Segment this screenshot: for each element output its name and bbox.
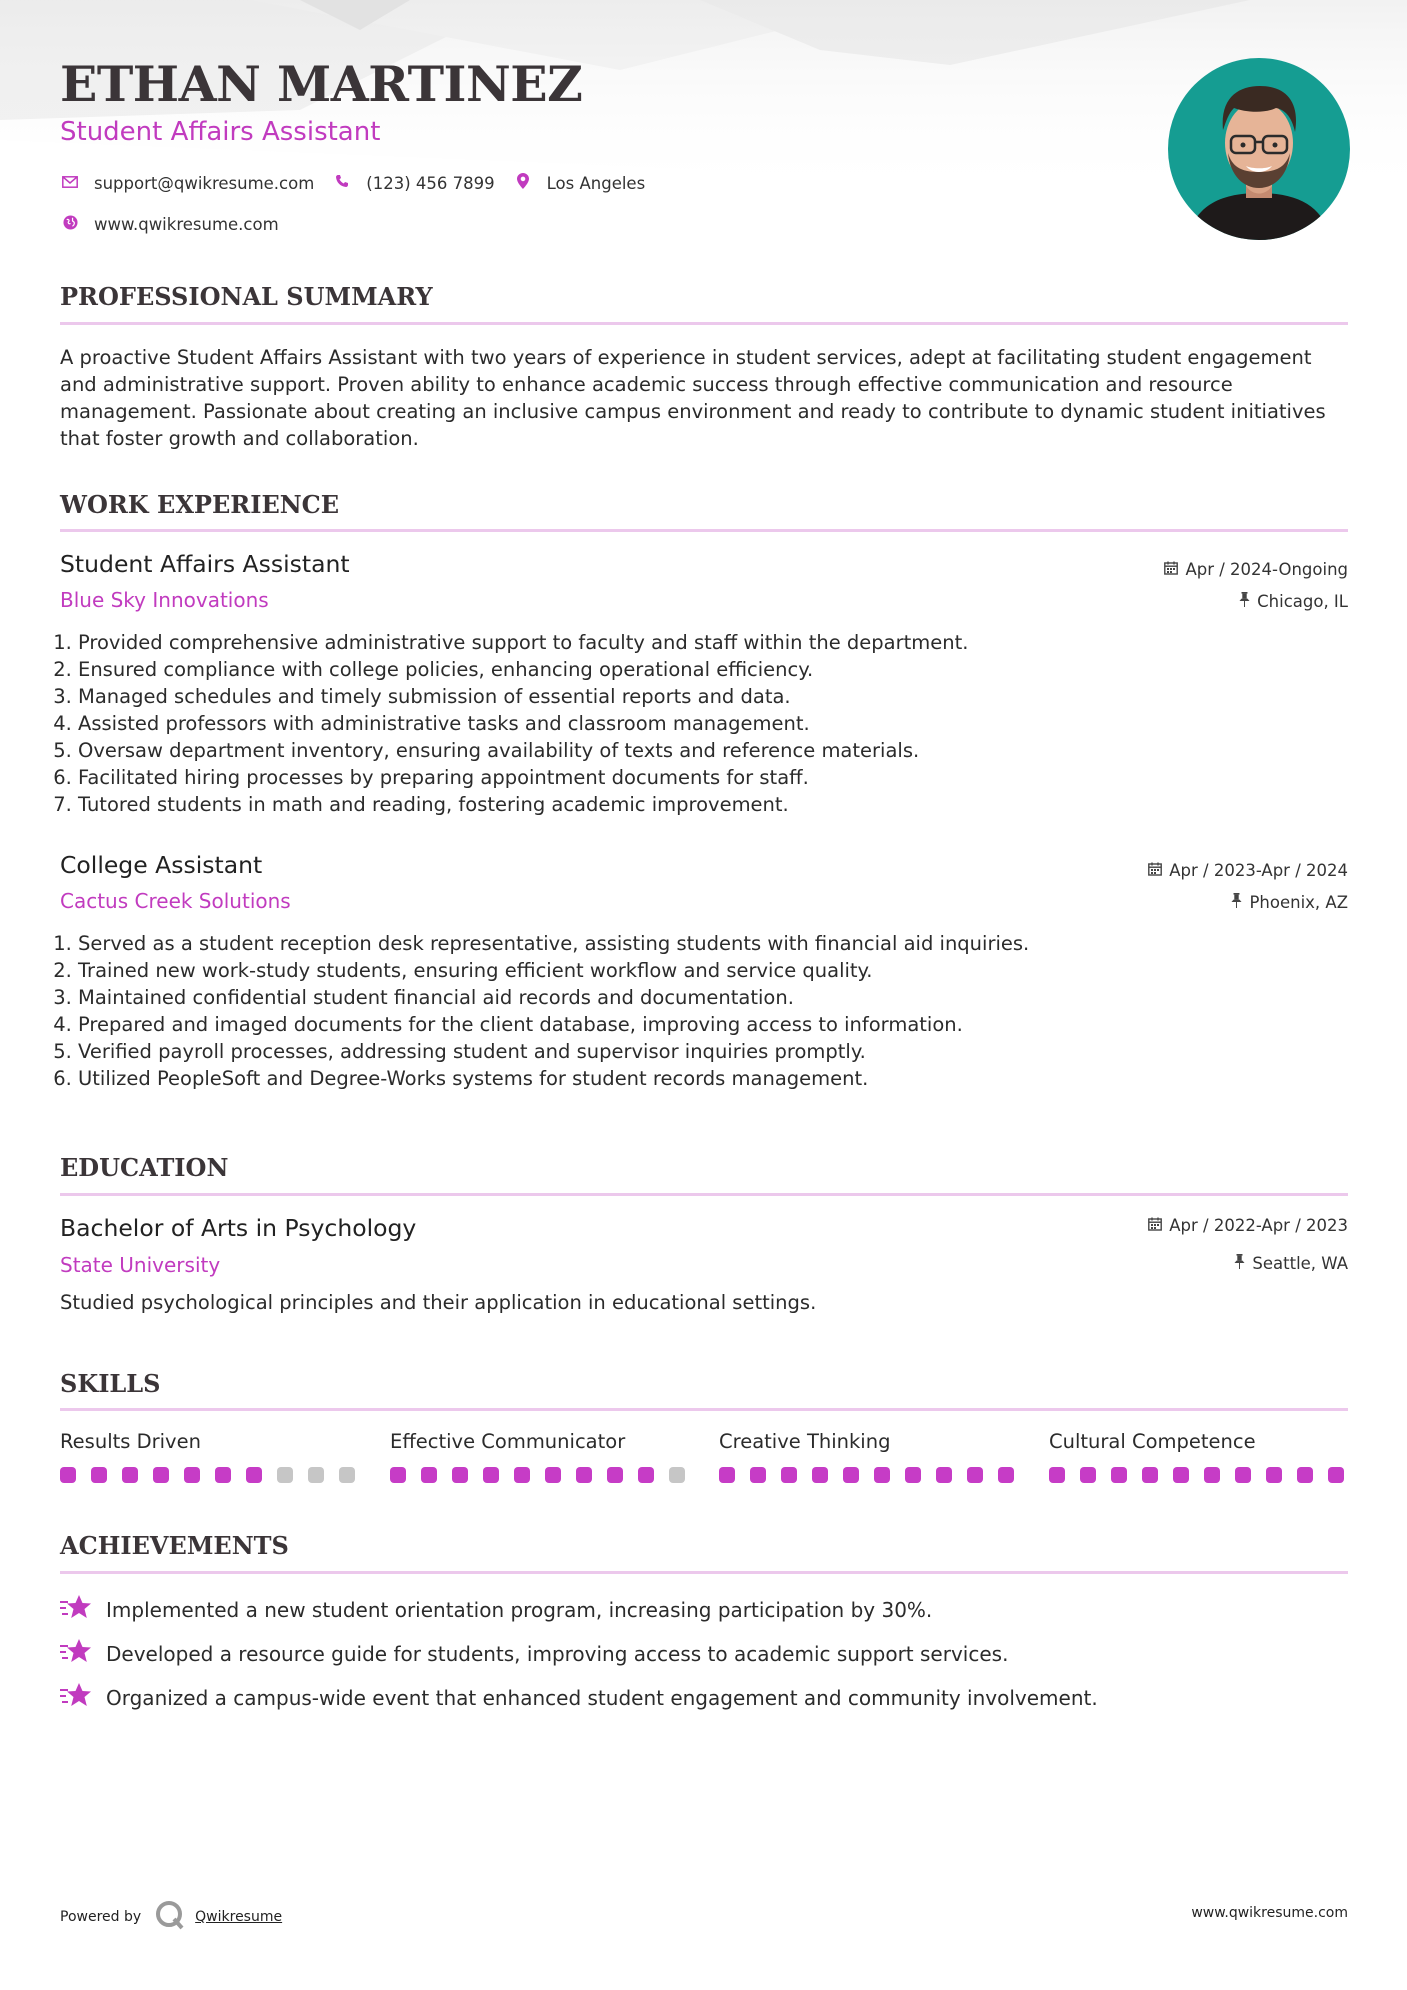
achievement-item bbox=[60, 1637, 1008, 1670]
summary-text: A proactive Student Affairs Assistant with two years of experience in student services, adept at facilitating student engagement and administrative support. Proven ability to enhance academic success through effective communication and resource management. Passionate about creating an inclusive campus environment and ready to contribute to dynamic student initiatives that foster growth and collaboration. bbox=[60, 346, 1326, 450]
pushpin-icon bbox=[1239, 592, 1250, 611]
rating-dot-filled bbox=[390, 1467, 406, 1483]
website-link[interactable]: www.qwikresume.com bbox=[94, 215, 279, 234]
skill-item bbox=[719, 1430, 1019, 1483]
calendar-icon bbox=[1164, 561, 1178, 579]
section-divider bbox=[60, 529, 1348, 532]
rating-dot-filled bbox=[215, 1467, 231, 1483]
email-link[interactable]: support@qwikresume.com bbox=[94, 173, 315, 193]
skill-item bbox=[1049, 1430, 1349, 1483]
education-location bbox=[1234, 1254, 1348, 1273]
job-title: College Assistant bbox=[60, 851, 263, 879]
phone-icon bbox=[332, 174, 352, 192]
profile-photo bbox=[1168, 58, 1350, 240]
duty-item: 3. Managed schedules and timely submission of essential reports and data. bbox=[78, 683, 1338, 710]
section-divider bbox=[60, 1193, 1348, 1196]
skill-name: Cultural Competence bbox=[1049, 1430, 1256, 1453]
contact-row-secondary bbox=[60, 215, 297, 234]
section-title-skills: SKILLS bbox=[60, 1369, 161, 1398]
resume-page bbox=[60, 0, 1348, 1990]
job-location-text: Chicago, IL bbox=[1257, 592, 1348, 611]
job-title: Student Affairs Assistant bbox=[60, 550, 350, 578]
education-location-text: Seattle, WA bbox=[1252, 1254, 1348, 1273]
achievement-text: Implemented a new student orientation program, increasing participation by 30%. bbox=[106, 1597, 933, 1622]
job-location-text: Phoenix, AZ bbox=[1249, 893, 1348, 912]
rating-dot-filled bbox=[576, 1467, 592, 1483]
pushpin-icon bbox=[1234, 1254, 1245, 1273]
rating-dot-filled bbox=[1235, 1467, 1251, 1483]
skill-rating bbox=[1049, 1467, 1349, 1483]
skill-rating bbox=[719, 1467, 1019, 1483]
duty-item: 2. Trained new work-study students, ensuring efficient workflow and service quality. bbox=[78, 957, 1338, 984]
rating-dot-filled bbox=[874, 1467, 890, 1483]
pushpin-icon bbox=[1231, 893, 1242, 912]
skill-name: Results Driven bbox=[60, 1430, 201, 1453]
skill-name: Effective Communicator bbox=[390, 1430, 626, 1453]
candidate-name: ETHAN MARTINEZ bbox=[60, 55, 583, 113]
rating-dot-filled bbox=[1297, 1467, 1313, 1483]
qwikresume-link[interactable]: Qwikresume bbox=[195, 1909, 283, 1925]
section-title-experience: WORK EXPERIENCE bbox=[60, 490, 340, 519]
globe-icon bbox=[60, 215, 80, 234]
calendar-icon bbox=[1148, 1217, 1162, 1235]
rating-dot-filled bbox=[246, 1467, 262, 1483]
rating-dot-filled bbox=[750, 1467, 766, 1483]
rating-dot-empty bbox=[669, 1467, 685, 1483]
rating-dot-empty bbox=[308, 1467, 324, 1483]
job-company: Cactus Creek Solutions bbox=[60, 889, 291, 913]
rating-dot-empty bbox=[277, 1467, 293, 1483]
section-divider bbox=[60, 322, 1348, 325]
contact-row-primary bbox=[60, 173, 663, 193]
duty-item: 4. Assisted professors with administrative tasks and classroom management. bbox=[78, 710, 1338, 737]
rating-dot-filled bbox=[483, 1467, 499, 1483]
job-duties-list bbox=[60, 629, 1338, 818]
rating-dot-empty bbox=[339, 1467, 355, 1483]
rating-dot-filled bbox=[843, 1467, 859, 1483]
education-description: Studied psychological principles and their application in educational settings. bbox=[60, 1291, 817, 1314]
rating-dot-filled bbox=[998, 1467, 1014, 1483]
star-icon bbox=[60, 1681, 106, 1714]
duty-item: 2. Ensured compliance with college policies, enhancing operational efficiency. bbox=[78, 656, 1338, 683]
rating-dot-filled bbox=[936, 1467, 952, 1483]
school-name: State University bbox=[60, 1253, 221, 1277]
rating-dot-filled bbox=[1080, 1467, 1096, 1483]
powered-by-text: Powered by bbox=[60, 1909, 142, 1925]
location-text: Los Angeles bbox=[546, 173, 646, 193]
education-dates bbox=[1148, 1216, 1348, 1235]
skill-rating bbox=[390, 1467, 690, 1483]
rating-dot-filled bbox=[1111, 1467, 1127, 1483]
duty-item: 3. Maintained confidential student financial aid records and documentation. bbox=[78, 984, 1338, 1011]
rating-dot-filled bbox=[719, 1467, 735, 1483]
duty-item: 5. Verified payroll processes, addressing student and supervisor inquiries promptly. bbox=[78, 1038, 1338, 1065]
job-company: Blue Sky Innovations bbox=[60, 588, 269, 612]
duty-item: 6. Facilitated hiring processes by preparing appointment documents for staff. bbox=[78, 764, 1338, 791]
section-title-education: EDUCATION bbox=[60, 1153, 229, 1182]
rating-dot-filled bbox=[1204, 1467, 1220, 1483]
skill-item bbox=[390, 1430, 690, 1483]
envelope-icon bbox=[60, 174, 80, 192]
rating-dot-filled bbox=[1328, 1467, 1344, 1483]
star-icon bbox=[60, 1593, 106, 1626]
job-location bbox=[1239, 592, 1348, 611]
job-dates bbox=[1148, 861, 1348, 880]
rating-dot-filled bbox=[967, 1467, 983, 1483]
section-divider bbox=[60, 1408, 1348, 1411]
star-icon bbox=[60, 1637, 106, 1670]
duty-item: 1. Provided comprehensive administrative support to faculty and staff within the department. bbox=[78, 629, 1338, 656]
achievement-item bbox=[60, 1681, 1098, 1714]
section-title-achievements: ACHIEVEMENTS bbox=[60, 1531, 289, 1560]
rating-dot-filled bbox=[153, 1467, 169, 1483]
duty-item: 7. Tutored students in math and reading, fostering academic improvement. bbox=[78, 791, 1338, 818]
rating-dot-filled bbox=[184, 1467, 200, 1483]
rating-dot-filled bbox=[91, 1467, 107, 1483]
rating-dot-filled bbox=[421, 1467, 437, 1483]
rating-dot-filled bbox=[545, 1467, 561, 1483]
degree-title: Bachelor of Arts in Psychology bbox=[60, 1214, 417, 1242]
skill-name: Creative Thinking bbox=[719, 1430, 891, 1453]
map-pin-icon bbox=[513, 173, 533, 193]
duty-item: 6. Utilized PeopleSoft and Degree-Works systems for student records management. bbox=[78, 1065, 1338, 1092]
duty-item: 4. Prepared and imaged documents for the client database, improving access to information. bbox=[78, 1011, 1338, 1038]
rating-dot-filled bbox=[514, 1467, 530, 1483]
job-dates bbox=[1164, 560, 1348, 579]
skill-rating bbox=[60, 1467, 360, 1483]
duty-item: 5. Oversaw department inventory, ensuring availability of texts and reference materials. bbox=[78, 737, 1338, 764]
achievement-text: Organized a campus-wide event that enhanced student engagement and community involvement. bbox=[106, 1685, 1098, 1710]
calendar-icon bbox=[1148, 862, 1162, 880]
footer-powered-by bbox=[60, 1900, 282, 1934]
footer-website[interactable]: www.qwikresume.com bbox=[1191, 1905, 1348, 1921]
job-dates-text: Apr / 2023-Apr / 2024 bbox=[1169, 861, 1348, 880]
rating-dot-filled bbox=[1142, 1467, 1158, 1483]
job-location bbox=[1231, 893, 1348, 912]
rating-dot-filled bbox=[607, 1467, 623, 1483]
section-divider bbox=[60, 1571, 1348, 1574]
rating-dot-filled bbox=[1266, 1467, 1282, 1483]
job-dates-text: Apr / 2024-Ongoing bbox=[1185, 560, 1348, 579]
skill-item bbox=[60, 1430, 360, 1483]
qwikresume-logo-icon bbox=[155, 1900, 185, 1934]
achievement-item bbox=[60, 1593, 932, 1626]
rating-dot-filled bbox=[122, 1467, 138, 1483]
job-duties-list bbox=[60, 930, 1338, 1092]
rating-dot-filled bbox=[1049, 1467, 1065, 1483]
rating-dot-filled bbox=[60, 1467, 76, 1483]
rating-dot-filled bbox=[638, 1467, 654, 1483]
rating-dot-filled bbox=[781, 1467, 797, 1483]
phone-number: (123) 456 7899 bbox=[366, 173, 495, 193]
rating-dot-filled bbox=[1173, 1467, 1189, 1483]
section-title-summary: PROFESSIONAL SUMMARY bbox=[60, 282, 433, 311]
rating-dot-filled bbox=[812, 1467, 828, 1483]
rating-dot-filled bbox=[905, 1467, 921, 1483]
achievement-text: Developed a resource guide for students, improving access to academic support services. bbox=[106, 1641, 1009, 1666]
rating-dot-filled bbox=[452, 1467, 468, 1483]
candidate-title: Student Affairs Assistant bbox=[60, 117, 381, 147]
education-dates-text: Apr / 2022-Apr / 2023 bbox=[1169, 1216, 1348, 1235]
duty-item: 1. Served as a student reception desk representative, assisting students with financial aid inquiries. bbox=[78, 930, 1338, 957]
